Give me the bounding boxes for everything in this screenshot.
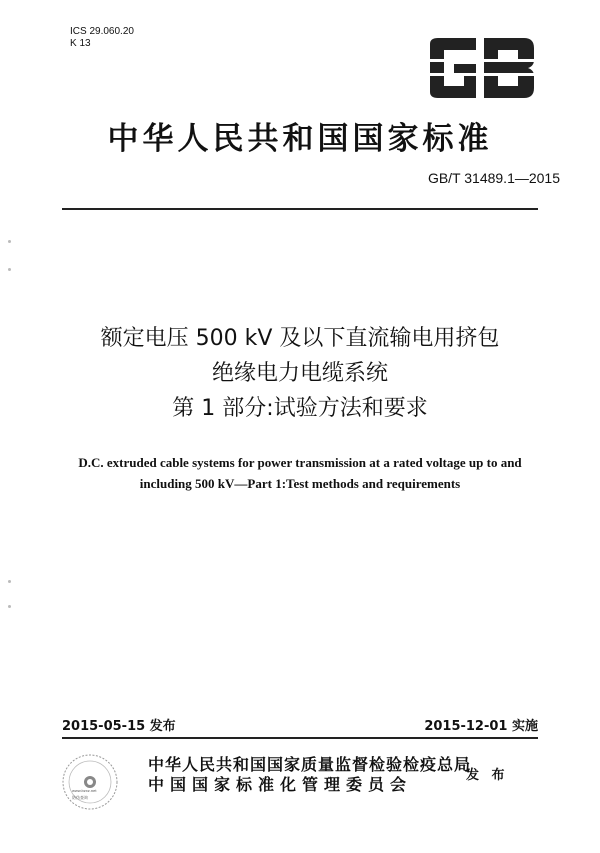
ccs-code: K 13 [70, 38, 91, 49]
edge-mark [8, 268, 11, 271]
seal-text-label: 防伪查询 [72, 795, 88, 800]
publish-label: 发 布 [466, 768, 509, 783]
cn-title-line-2: 绝缘电力电缆系统 [211, 361, 388, 386]
edge-mark [8, 605, 11, 608]
edge-mark [8, 580, 11, 583]
seal-text-url: www.bzxz.net [72, 788, 97, 793]
cn-title-line-3: 第 1 部分:试验方法和要求 [172, 396, 428, 421]
edge-mark [8, 240, 11, 243]
anti-counterfeit-seal-icon [60, 752, 120, 812]
standard-code: GB/T 31489.1—2015 [427, 170, 560, 186]
gb-logo-icon [424, 36, 538, 100]
footer-divider [62, 737, 538, 739]
implement-date: 2015-12-01 实施 [424, 719, 538, 734]
issuer-line-1: 中华人民共和国国家质量监督检验检疫总局 [148, 755, 472, 774]
ics-code: ICS 29.060.20 [70, 26, 134, 37]
en-title-line-2: including 500 kV—Part 1:Test methods and requirements [139, 476, 461, 491]
classification-codes [70, 26, 134, 50]
issuer-line-2: 中国国家标准化管理委员会 [148, 775, 413, 794]
issue-date: 2015-05-15 发布 [62, 719, 176, 734]
cn-title-line-1: 额定电压 500 kV 及以下直流输电用挤包 [100, 326, 500, 351]
header-divider [62, 208, 538, 210]
en-title-line-1: D.C. extruded cable systems for power transmission at a rated voltage up to and [78, 455, 522, 470]
standard-title: 中华人民共和国国家标准 [107, 121, 493, 157]
